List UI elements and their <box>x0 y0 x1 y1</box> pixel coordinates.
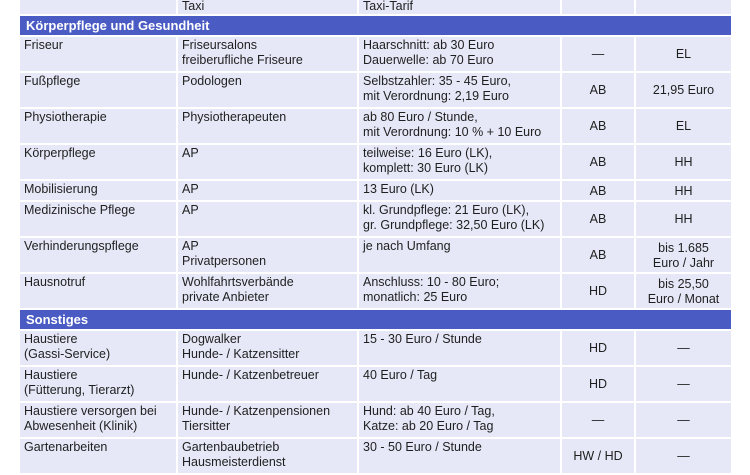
service-cell: Medizinische Pflege <box>20 201 177 237</box>
limit-cell: HH <box>635 144 732 180</box>
funding-cell: AB <box>561 108 635 144</box>
cost-cell: ab 80 Euro / Stunde, mit Verordnung: 10 % + 10 Euro <box>358 108 561 144</box>
limit-cell: 21,95 Euro <box>635 72 732 108</box>
limit-cell: EL <box>635 36 732 72</box>
funding-cell: AB <box>561 144 635 180</box>
funding-cell <box>561 0 635 15</box>
cost-cell: Anschluss: 10 - 80 Euro; monatlich: 25 Euro <box>358 273 561 309</box>
cost-cell: Selbstzahler: 35 - 45 Euro, mit Verordnung: 2,19 Euro <box>358 72 561 108</box>
provider-cell: Podologen <box>177 72 358 108</box>
limit-cell <box>635 0 732 15</box>
service-cell <box>20 0 177 15</box>
provider-cell: Physiotherapeuten <box>177 108 358 144</box>
funding-cell: HD <box>561 273 635 309</box>
cost-cell: je nach Umfang <box>358 237 561 273</box>
cost-cell: 30 - 50 Euro / Stunde <box>358 438 561 474</box>
service-cell: Friseur <box>20 36 177 72</box>
limit-cell: HH <box>635 180 732 201</box>
provider-cell: AP <box>177 180 358 201</box>
limit-cell: bis 25,50 Euro / Monat <box>635 273 732 309</box>
table-row <box>20 72 732 108</box>
funding-cell: — <box>561 36 635 72</box>
funding-cell: AB <box>561 237 635 273</box>
funding-cell: AB <box>561 180 635 201</box>
provider-cell: Taxi <box>177 0 358 15</box>
service-cell: Haustiere versorgen bei Abwesenheit (Klinik) <box>20 402 177 438</box>
provider-cell: Hunde- / Katzenpensionen Tiersitter <box>177 402 358 438</box>
cost-cell: 40 Euro / Tag <box>358 366 561 402</box>
provider-cell: Wohlfahrtsverbände private Anbieter <box>177 273 358 309</box>
limit-cell: — <box>635 366 732 402</box>
cost-cell: 15 - 30 Euro / Stunde <box>358 330 561 366</box>
service-cell: Fußpflege <box>20 72 177 108</box>
service-cell: Körperpflege <box>20 144 177 180</box>
provider-cell: AP <box>177 144 358 180</box>
funding-cell: HW / HD <box>561 438 635 474</box>
section-header <box>20 15 732 36</box>
section-title: Sonstiges <box>20 309 732 330</box>
funding-cell: — <box>561 402 635 438</box>
table-row <box>20 330 732 366</box>
table-row <box>20 36 732 72</box>
table-row <box>20 180 732 201</box>
limit-cell: — <box>635 330 732 366</box>
table-row <box>20 108 732 144</box>
service-cell: Haustiere (Gassi-Service) <box>20 330 177 366</box>
table-row <box>20 438 732 474</box>
service-cell: Hausnotruf <box>20 273 177 309</box>
limit-cell: — <box>635 438 732 474</box>
table-row <box>20 237 732 273</box>
table-row <box>20 201 732 237</box>
table-row <box>20 366 732 402</box>
section-header <box>20 309 732 330</box>
section-title: Körperpflege und Gesundheit <box>20 15 732 36</box>
cost-cell: Haarschnitt: ab 30 Euro Dauerwelle: ab 70 Euro <box>358 36 561 72</box>
cost-cell: Taxi-Tarif <box>358 0 561 15</box>
cost-cell: Hund: ab 40 Euro / Tag, Katze: ab 20 Euro / Tag <box>358 402 561 438</box>
table-row <box>20 273 732 309</box>
limit-cell: — <box>635 402 732 438</box>
table-row <box>20 144 732 180</box>
service-cell: Verhinderungspflege <box>20 237 177 273</box>
funding-cell: HD <box>561 330 635 366</box>
service-cell: Physiotherapie <box>20 108 177 144</box>
table-row <box>20 402 732 438</box>
services-table <box>20 0 733 475</box>
service-cell: Haustiere (Fütterung, Tierarzt) <box>20 366 177 402</box>
funding-cell: HD <box>561 366 635 402</box>
provider-cell: Dogwalker Hunde- / Katzensitter <box>177 330 358 366</box>
provider-cell: Friseursalons freiberufliche Friseure <box>177 36 358 72</box>
limit-cell: HH <box>635 201 732 237</box>
provider-cell: AP Privatpersonen <box>177 237 358 273</box>
service-cell: Gartenarbeiten <box>20 438 177 474</box>
provider-cell: Hunde- / Katzenbetreuer <box>177 366 358 402</box>
table-row <box>20 0 732 15</box>
cost-cell: 13 Euro (LK) <box>358 180 561 201</box>
cost-cell: kl. Grundpflege: 21 Euro (LK), gr. Grundpflege: 32,50 Euro (LK) <box>358 201 561 237</box>
table-body <box>20 0 732 474</box>
funding-cell: AB <box>561 72 635 108</box>
provider-cell: AP <box>177 201 358 237</box>
limit-cell: EL <box>635 108 732 144</box>
limit-cell: bis 1.685 Euro / Jahr <box>635 237 732 273</box>
provider-cell: Gartenbaubetrieb Hausmeisterdienst <box>177 438 358 474</box>
service-cell: Mobilisierung <box>20 180 177 201</box>
funding-cell: AB <box>561 201 635 237</box>
cost-cell: teilweise: 16 Euro (LK), komplett: 30 Euro (LK) <box>358 144 561 180</box>
